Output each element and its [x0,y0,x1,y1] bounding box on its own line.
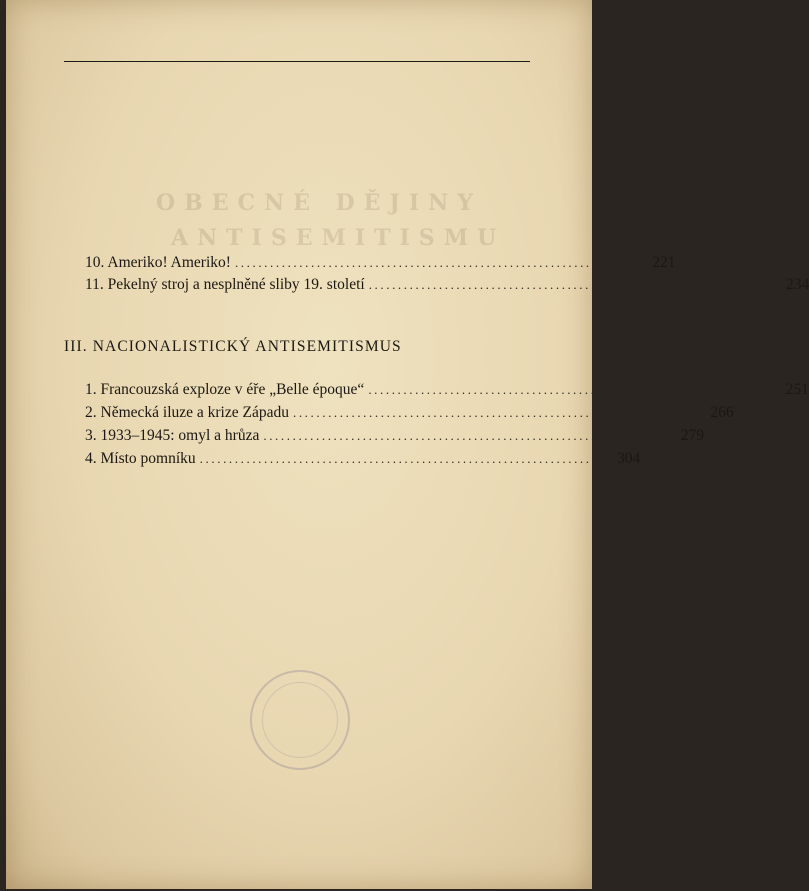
toc-entry-page: 234 [786,276,809,293]
toc-entry-page: 304 [617,450,641,467]
toc-entry [85,450,641,468]
toc-entry-title: 3. 1933–1945: omyl a hrůza [85,427,260,444]
toc-entry-title: 11. Pekelný stroj a nesplněné sliby 19. století [85,276,365,293]
dot-leader: ....................................................................... [234,255,651,270]
toc-entry-title: 1. Francouzská exploze v éře „Belle époque“ [85,381,365,398]
dot-leader: ....................................................................... [292,405,709,420]
toc-entry [85,381,809,399]
dot-leader: ....................................................................... [263,428,679,443]
toc-entry-page: 221 [652,254,676,271]
show-through-text: OBECNÉ DĚJINY [156,190,482,216]
toc-entry-title: 2. Německá iluze a krize Západu [85,404,289,421]
toc-entry [85,276,809,294]
book-page [6,0,809,889]
toc-entry [85,254,676,272]
toc-entry-title: 10. Ameriko! Ameriko! [85,254,231,271]
dot-leader: ....................................................................... [368,382,784,397]
toc-entry [85,427,704,445]
library-stamp [250,670,350,770]
dot-leader: ....................................................................... [368,277,785,292]
toc-entry-page: 279 [680,427,704,444]
dot-leader: ....................................................................... [199,451,616,466]
toc-entry [85,404,734,422]
toc-entry-page: 266 [710,404,734,421]
show-through-text: ANTISEMITISMU [171,225,506,251]
section-heading: III. NACIONALISTICKÝ ANTISEMITISMUS [64,338,402,355]
top-rule [64,61,530,62]
toc-entry-title: 4. Místo pomníku [85,450,196,467]
toc-entry-page: 251 [785,381,809,398]
